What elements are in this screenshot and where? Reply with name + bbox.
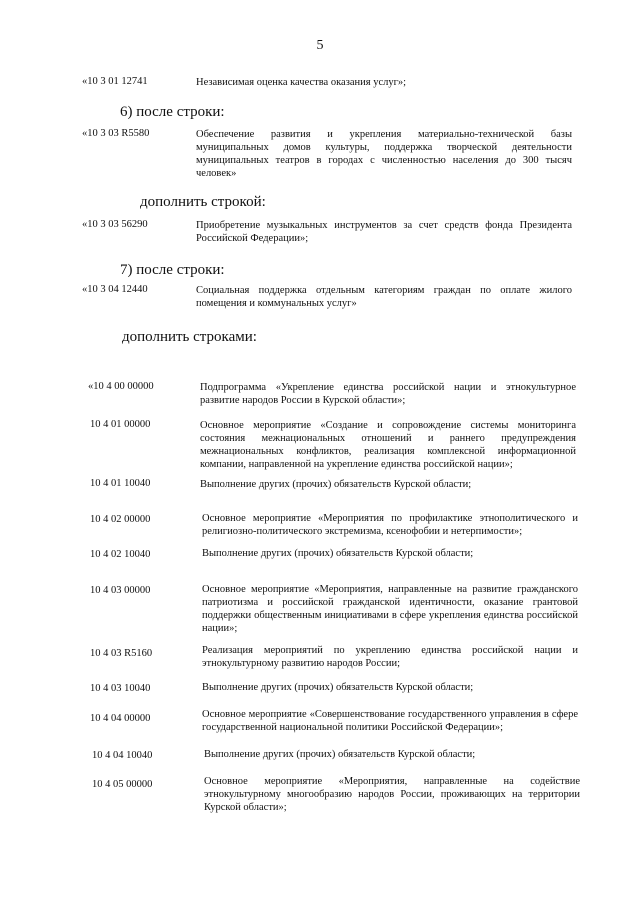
budget-code: 10 4 01 00000 — [90, 419, 151, 430]
budget-description: Основное мероприятие «Создание и сопровождение системы мониторинга состояния межнациональных отношений и раннего предупреждения межнациональных конфликтов, реализация комплексной информационной компании, направленной на укрепление единства российской нации»; — [200, 420, 576, 470]
budget-description: Основное мероприятие «Мероприятия, направленные на развитие гражданского патриотизма и российской гражданской идентичности, оказание грантовой поддержки общественным инициативами в сфере укрепления единства российской нации»; — [202, 584, 578, 634]
section-heading: дополнить строкой: — [140, 194, 266, 210]
budget-description: Основное мероприятие «Совершенствование государственного управления в сфере государственной национальной политики Российской Федерации»; — [202, 709, 578, 733]
budget-code: 10 4 03 10040 — [90, 683, 151, 694]
budget-description: Основное мероприятие «Мероприятия, направленные на содействие этнокультурному многообразию народов России, проживающих на территории Курской области»; — [204, 776, 580, 813]
budget-code: 10 4 04 10040 — [92, 750, 153, 761]
budget-description: Социальная поддержка отдельным категориям граждан по оплате жилого помещения и коммунальных услуг» — [196, 285, 572, 309]
budget-description: Выполнение других (прочих) обязательств Курской области; — [204, 749, 476, 760]
budget-code: 10 4 02 00000 — [90, 514, 151, 525]
budget-code: 10 4 02 10040 — [90, 549, 151, 560]
budget-description: Обеспечение развития и укрепления материально-технической базы муниципальных домов культуры, поддержка творческой деятельности муниципальных театров в городах с численностью населения до 300 тысяч человек» — [196, 129, 572, 179]
budget-description: Выполнение других (прочих) обязательств Курской области; — [202, 548, 474, 559]
budget-code: «10 4 00 00000 — [88, 381, 154, 392]
budget-description: Выполнение других (прочих) обязательств Курской области; — [202, 682, 474, 693]
budget-code: 10 4 03 00000 — [90, 585, 151, 596]
section-heading: дополнить строками: — [122, 329, 257, 345]
budget-description: Приобретение музыкальных инструментов за счет средств фонда Президента Российской Федерации»; — [196, 220, 572, 244]
budget-code: «10 3 04 12440 — [82, 284, 148, 295]
section-heading: 6) после строки: — [120, 104, 225, 120]
budget-code: «10 3 03 56290 — [82, 219, 148, 230]
budget-description: Реализация мероприятий по укреплению единства российской нации и этнокультурному развитию народов России; — [202, 645, 578, 669]
budget-code: 10 4 01 10040 — [90, 478, 151, 489]
budget-code: 10 4 04 00000 — [90, 713, 151, 724]
budget-code: «10 3 01 12741 — [82, 76, 148, 87]
budget-description: Выполнение других (прочих) обязательств Курской области; — [200, 479, 472, 490]
budget-code: «10 3 03 R5580 — [82, 128, 150, 139]
budget-code: 10 4 05 00000 — [92, 779, 153, 790]
budget-description: Независимая оценка качества оказания услуг»; — [196, 77, 407, 88]
section-heading: 7) после строки: — [120, 262, 225, 278]
page-number: 5 — [316, 38, 324, 53]
budget-description: Подпрограмма «Укрепление единства российской нации и этнокультурное развитие народов России в Курской области»; — [200, 382, 576, 406]
budget-description: Основное мероприятие «Мероприятия по профилактике этнополитического и религиозно-политического экстремизма, ксенофобии и нетерпимости»; — [202, 513, 578, 537]
budget-code: 10 4 03 R5160 — [90, 648, 153, 659]
